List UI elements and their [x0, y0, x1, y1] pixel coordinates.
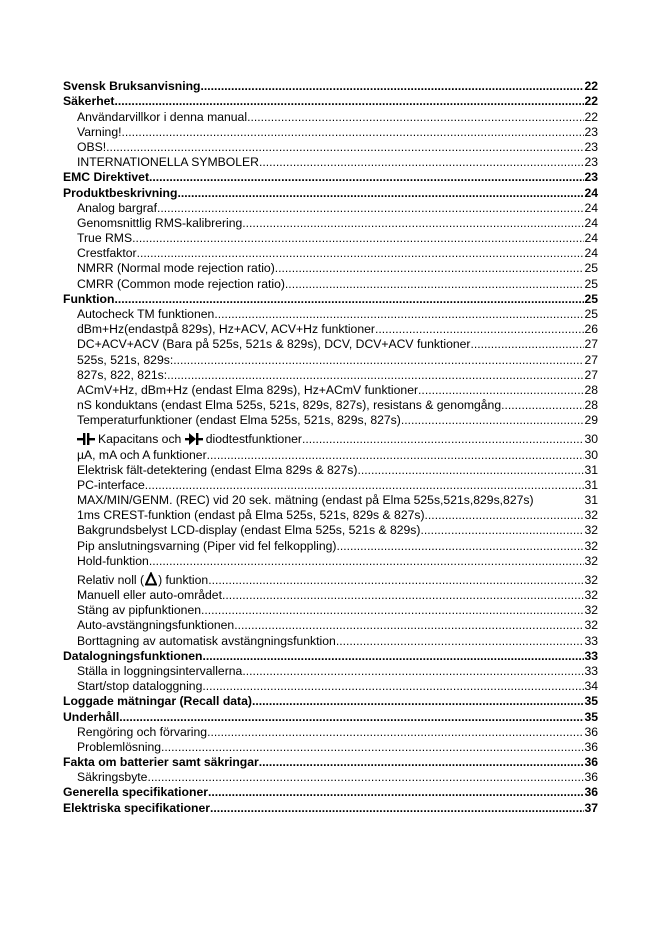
- toc-dot-leader: [137, 246, 585, 261]
- toc-heading[interactable]: [63, 649, 598, 664]
- toc-page-number: 22: [584, 94, 598, 109]
- toc-dot-leader: [501, 398, 584, 413]
- toc-heading[interactable]: [63, 709, 598, 724]
- toc-page-number: 25: [584, 291, 598, 306]
- toc-page-number: 33: [584, 663, 598, 678]
- toc-entry-label: Start/stop dataloggning: [77, 679, 203, 694]
- toc-page-number: 32: [584, 572, 598, 587]
- toc-entry-label: Varning!: [77, 124, 122, 139]
- toc-entry-label: Auto-avstängningsfunktionen: [77, 618, 235, 633]
- toc-entry[interactable]: [63, 770, 598, 785]
- toc-dot-leader: [106, 140, 584, 155]
- toc-page-number: 24: [584, 185, 598, 200]
- toc-dot-leader: [401, 413, 585, 428]
- toc-entry-label-b: ) funktion: [158, 572, 209, 587]
- toc-page-number: 24: [584, 215, 598, 230]
- toc-heading[interactable]: [63, 755, 598, 770]
- toc-entry-label: Pip anslutningsvarning (Piper vid fel felkoppling): [77, 538, 337, 553]
- toc-entry-label-a: Kapacitans och: [98, 432, 182, 447]
- toc-dot-leader: [201, 603, 584, 618]
- toc-page-number: 29: [584, 413, 598, 428]
- toc-entry-label: Genomsnittlig RMS-kalibrering: [77, 215, 243, 230]
- toc-entry[interactable]: [63, 493, 598, 508]
- toc-page-number: 25: [584, 276, 598, 291]
- toc-entry-label: OBS!: [77, 139, 107, 154]
- toc-dot-leader: [252, 694, 585, 709]
- toc-entry-label: NMRR (Normal mode rejection ratio): [77, 261, 275, 276]
- toc-entry[interactable]: [63, 725, 598, 740]
- toc-entry-label: Datalogningsfunktionen: [63, 648, 203, 663]
- toc-entry-label: Stäng av pipfunktionen: [77, 603, 201, 618]
- toc-dot-leader: [114, 292, 584, 307]
- toc-dot-leader: [115, 94, 585, 109]
- toc-page-number: 23: [584, 170, 598, 185]
- toc-heading[interactable]: [63, 185, 598, 200]
- toc-page-number: 32: [584, 538, 598, 553]
- toc-page-number: 23: [584, 139, 598, 154]
- toc-entry-label: [77, 572, 208, 588]
- toc-dot-leader: [161, 740, 584, 755]
- toc-dot-leader: [214, 307, 584, 322]
- toc-entry-label: Säkringsbyte: [77, 770, 148, 785]
- toc-page-number: 32: [584, 603, 598, 618]
- toc-page-number: 26: [584, 322, 598, 337]
- toc-entry[interactable]: [63, 307, 598, 322]
- toc-page-number: 31: [584, 477, 598, 492]
- toc-dot-leader: [119, 710, 584, 725]
- toc-page-number: 36: [584, 770, 598, 785]
- toc-entry-label: Elektriska specifikationer: [63, 800, 210, 815]
- toc-page-number: 35: [584, 694, 598, 709]
- toc-page-number: 27: [584, 352, 598, 367]
- toc-dot-leader: [132, 231, 584, 246]
- toc-heading[interactable]: [63, 94, 598, 109]
- toc-entry[interactable]: [63, 261, 598, 276]
- toc-entry-label: True RMS: [77, 231, 133, 246]
- toc-dot-leader: [420, 523, 584, 538]
- toc-dot-leader: [425, 508, 585, 523]
- toc-dot-leader: [149, 554, 585, 569]
- toc-entry[interactable]: [63, 538, 598, 553]
- toc-dot-leader: [157, 201, 584, 216]
- toc-dot-leader: [222, 588, 584, 603]
- toc-entry[interactable]: [63, 125, 598, 140]
- toc-entry[interactable]: [63, 478, 598, 493]
- toc-entry-label: Ställa in loggningsintervallerna: [77, 663, 243, 678]
- toc-entry-label: Elektrisk fält-detektering (endast Elma 829s & 827s): [77, 462, 358, 477]
- delta-icon: [145, 572, 157, 586]
- toc-dot-leader: [207, 448, 585, 463]
- toc-page-number: 24: [584, 231, 598, 246]
- toc-entry-label: Fakta om batterier samt säkringar: [63, 755, 259, 770]
- toc-entry-label: Underhåll: [63, 709, 120, 724]
- toc-dot-leader: [336, 634, 585, 649]
- toc-dot-leader: [234, 618, 584, 633]
- toc-entry-label: INTERNATIONELLA SYMBOLER: [77, 155, 259, 170]
- toc-entry-label: Rengöring och förvaring: [77, 724, 208, 739]
- toc-dot-leader: [177, 186, 584, 201]
- toc-page-number: 30: [584, 447, 598, 462]
- toc-page-number: 23: [584, 124, 598, 139]
- toc-entry-label: Crestfaktor: [77, 246, 137, 261]
- toc-page-number: 34: [584, 679, 598, 694]
- toc-dot-leader: [242, 664, 584, 679]
- toc-entry-label: Analog bargraf: [77, 200, 157, 215]
- toc-entry-label: Problemlösning: [77, 739, 162, 754]
- toc-page-number: 24: [584, 200, 598, 215]
- toc-page-number: 22: [584, 79, 598, 94]
- toc-entry-label: Användarvillkor i denna manual: [77, 109, 248, 124]
- toc-entry-label: EMC Direktivet: [63, 170, 150, 185]
- toc-page-number: 27: [584, 367, 598, 382]
- toc-page-number: 24: [584, 246, 598, 261]
- toc-dot-leader: [145, 478, 585, 493]
- toc-entry[interactable]: [63, 463, 598, 478]
- toc-dot-leader: [149, 170, 584, 185]
- toc-entry[interactable]: [63, 246, 598, 261]
- toc-page-number: 30: [584, 432, 598, 447]
- toc-entry-label: 827s, 822, 821s:: [77, 367, 168, 382]
- toc-entry-label: nS konduktans (endast Elma 525s, 521s, 829s, 827s), resistans & genomgång: [77, 398, 502, 413]
- toc-entry-label: Funktion: [63, 291, 115, 306]
- toc-entry[interactable]: [63, 398, 598, 413]
- toc-entry[interactable]: [63, 508, 598, 523]
- capacitor-icon: [77, 432, 95, 446]
- toc-dot-leader: [357, 463, 584, 478]
- toc-entry-label-a: Relativ noll (: [77, 572, 145, 587]
- toc-page-number: 27: [584, 337, 598, 352]
- toc-page-number: 28: [584, 382, 598, 397]
- toc-entry-label: Svensk Bruksanvisning: [63, 79, 201, 94]
- toc-entry[interactable]: [63, 109, 598, 124]
- toc-dot-leader: [208, 785, 584, 800]
- toc-page-number: 23: [584, 155, 598, 170]
- toc-dot-leader: [375, 322, 584, 337]
- toc-dot-leader: [210, 801, 584, 816]
- toc-entry-label: Manuell eller auto-området: [77, 588, 222, 602]
- toc-entry[interactable]: [63, 383, 598, 398]
- toc-entry[interactable]: [63, 603, 598, 618]
- toc-dot-leader: [247, 110, 584, 125]
- toc-page-number: 31: [584, 493, 598, 508]
- toc-dot-leader: [173, 353, 584, 368]
- toc-entry[interactable]: [63, 368, 598, 383]
- toc-page-number: 33: [584, 633, 598, 648]
- toc-dot-leader: [202, 649, 584, 664]
- toc-heading[interactable]: [63, 292, 598, 307]
- toc-entry[interactable]: [63, 155, 598, 170]
- toc-entry-label: Borttagning av automatisk avstängningsfunktion: [77, 633, 336, 648]
- toc-heading[interactable]: [63, 694, 598, 709]
- toc-entry-label: Loggade mätningar (Recall data): [63, 694, 252, 709]
- toc-entry[interactable]: [63, 276, 598, 291]
- toc-heading[interactable]: [63, 79, 598, 94]
- toc-entry[interactable]: [63, 201, 598, 216]
- toc-page-number: 32: [584, 508, 598, 523]
- toc-page-number: 35: [584, 709, 598, 724]
- toc-entry-label: CMRR (Common mode rejection ratio): [77, 276, 285, 291]
- toc-dot-leader: [302, 432, 584, 447]
- toc-page-number: 32: [584, 553, 598, 568]
- toc-entry[interactable]: [63, 140, 598, 155]
- toc-entry[interactable]: [63, 664, 598, 679]
- toc-entry-label: Produktbeskrivning: [63, 185, 178, 200]
- toc-page-number: 33: [584, 648, 598, 663]
- toc-entry[interactable]: [63, 428, 598, 447]
- toc-entry[interactable]: [63, 679, 598, 694]
- toc-dot-leader: [275, 261, 585, 276]
- toc-entry[interactable]: [63, 231, 598, 246]
- toc-page-number: 32: [584, 523, 598, 538]
- table-of-contents: [63, 79, 598, 816]
- toc-entry-label: MAX/MIN/GENM. (REC) vid 20 sek. mätning (endast på Elma 525s,521s,829s,827s): [77, 493, 534, 508]
- toc-entry-label: Autocheck TM funktionen: [77, 307, 215, 321]
- toc-dot-leader: [418, 383, 584, 398]
- toc-dot-leader: [285, 277, 585, 292]
- toc-page-number: 32: [584, 618, 598, 633]
- toc-heading[interactable]: [63, 170, 598, 185]
- toc-dot-leader: [167, 368, 584, 383]
- toc-entry-label: dBm+Hz(endastpå 829s), Hz+ACV, ACV+Hz funktioner: [77, 322, 375, 337]
- toc-entry-label: 525s, 521s, 829s:: [77, 352, 174, 367]
- toc-entry-label: Generella specifikationer: [63, 785, 208, 800]
- toc-entry-label: Temperaturfunktioner (endast Elma 525s, 521s, 829s, 827s): [77, 413, 401, 428]
- toc-entry-label: PC-interface: [77, 477, 145, 492]
- toc-dot-leader: [207, 725, 584, 740]
- toc-entry[interactable]: [63, 633, 598, 648]
- toc-entry-label-b: diodtestfunktioner: [205, 432, 302, 447]
- toc-entry[interactable]: [63, 337, 598, 352]
- toc-entry[interactable]: [63, 523, 598, 538]
- toc-entry-label: Säkerhet: [63, 94, 115, 109]
- toc-page-number: 31: [584, 462, 598, 477]
- toc-dot-leader: [242, 216, 584, 231]
- toc-entry-label: ACmV+Hz, dBm+Hz (endast Elma 829s), Hz+ACmV funktioner: [77, 382, 419, 397]
- toc-page-number: 36: [584, 724, 598, 739]
- toc-dot-leader: [122, 125, 585, 140]
- toc-dot-leader: [208, 573, 584, 588]
- toc-dot-leader: [470, 337, 584, 352]
- toc-page-number: 25: [584, 307, 598, 321]
- toc-entry[interactable]: [63, 588, 598, 603]
- toc-page-number: 36: [584, 755, 598, 770]
- toc-dot-leader: [336, 539, 584, 554]
- toc-entry[interactable]: [63, 554, 598, 569]
- toc-entry[interactable]: [63, 447, 598, 462]
- toc-heading[interactable]: [63, 785, 598, 800]
- toc-entry-label: Bakgrundsbelyst LCD-display (endast Elma 525s, 521s & 829s): [77, 523, 421, 538]
- toc-entry[interactable]: [63, 740, 598, 755]
- toc-heading[interactable]: [63, 800, 598, 815]
- toc-entry-label: µA, mA och A funktioner: [77, 447, 207, 462]
- toc-page-number: 36: [584, 739, 598, 754]
- diode-icon: [185, 432, 203, 446]
- toc-dot-leader: [202, 679, 584, 694]
- toc-dot-leader: [201, 79, 585, 94]
- toc-entry-label: [77, 432, 302, 447]
- toc-entry[interactable]: [63, 352, 598, 367]
- toc-entry-label: DC+ACV+ACV (Bara på 525s, 521s & 829s), DCV, DCV+ACV funktioner: [77, 337, 471, 352]
- toc-entry[interactable]: [63, 413, 598, 428]
- toc-entry[interactable]: [63, 618, 598, 633]
- toc-entry[interactable]: [63, 216, 598, 231]
- toc-page-number: 28: [584, 398, 598, 413]
- toc-page-number: 22: [584, 109, 598, 124]
- toc-dot-leader: [259, 755, 585, 770]
- toc-page-number: 32: [584, 588, 598, 602]
- toc-entry-label: Hold-funktion: [77, 553, 149, 568]
- toc-dot-leader: [147, 770, 584, 785]
- toc-dot-leader: [259, 155, 584, 170]
- toc-entry[interactable]: [63, 569, 598, 588]
- toc-entry-label: 1ms CREST-funktion (endast på Elma 525s, 521s, 829s & 827s): [77, 508, 425, 523]
- toc-page-number: 25: [584, 261, 598, 276]
- toc-page-number: 36: [584, 785, 598, 800]
- toc-page-number: 37: [584, 800, 598, 815]
- toc-entry[interactable]: [63, 322, 598, 337]
